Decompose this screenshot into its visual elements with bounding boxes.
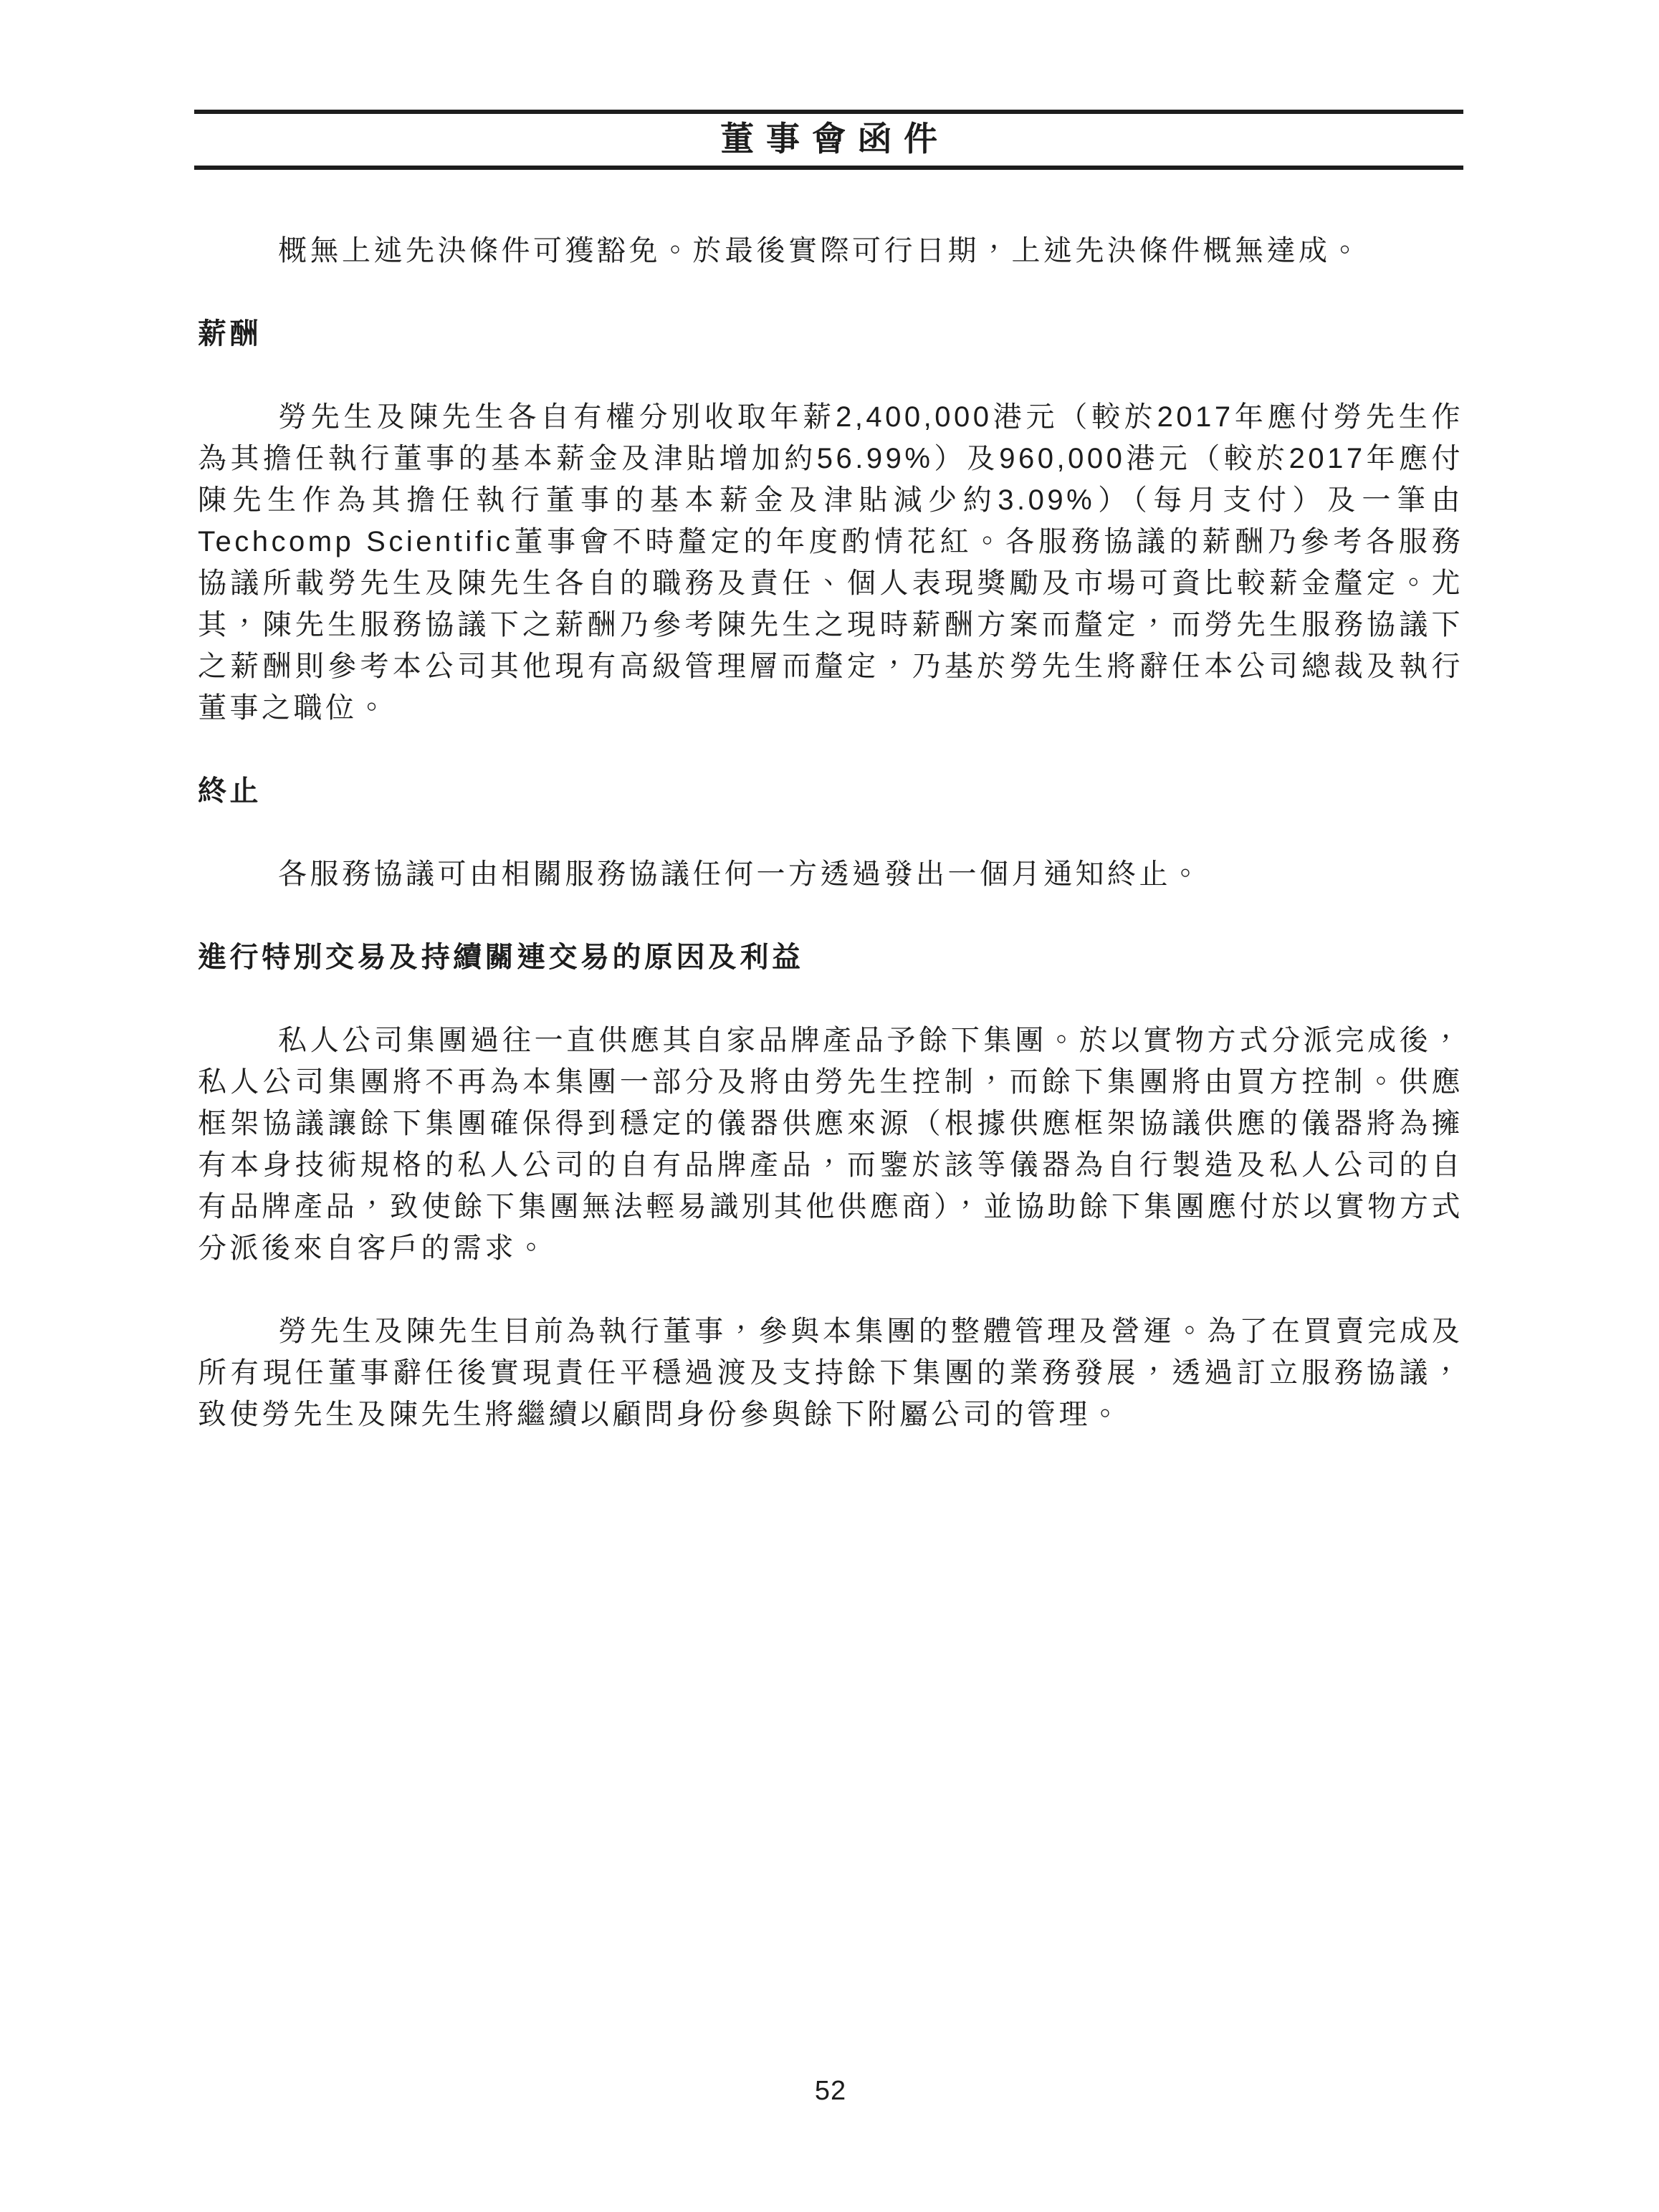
page-header-title: 董事會函件 — [720, 120, 950, 158]
paragraph-reasons-directors: 勞先生及陳先生目前為執行董事，參與本集團的整體管理及營運。為了在買賣完成及所有現任董事辭任後實現責任平穩過渡及支持餘下集團的業務發展，透過訂立服務協議，致使勞先生及陳先生將繼續以顧問身份參與餘下附屬公司的管理。 — [198, 1316, 1463, 1430]
page-number: 52 — [814, 2076, 847, 2106]
document-body — [198, 230, 1463, 1435]
header-rule-bottom — [194, 166, 1463, 170]
section-heading-remuneration: 薪酬 — [198, 318, 262, 350]
paragraph-conditions-not-fulfilled: 概無上述先決條件可獲豁免。於最後實際可行日期，上述先決條件概無達成。 — [278, 235, 1362, 267]
paragraph-reasons-supply: 私人公司集團過往一直供應其自家品牌產品予餘下集團。於以實物方式分派完成後，私人公司集團將不再為本集團一部分及將由勞先生控制，而餘下集團將由買方控制。供應框架協議讓餘下集團確保得到穩定的儀器供應來源（根據供應框架協議供應的儀器將為擁有本身技術規格的私人公司的自有品牌產品，而鑒於該等儀器為自行製造及私人公司的自有品牌產品，致使餘下集團無法輕易識別其他供應商），並協助餘下集團應付於以實物方式分派後來自客戶的需求。 — [198, 1025, 1463, 1264]
paragraph-termination: 各服務協議可由相關服務協議任何一方透過發出一個月通知終止。 — [278, 858, 1203, 890]
paragraph-remuneration: 勞先生及陳先生各自有權分別收取年薪2,400,000港元（較於2017年應付勞先生作為其擔任執行董事的基本薪金及津貼增加約56.99%）及960,000港元（較於2017年應付陳先生作為其擔任執行董事的基本薪金及津貼減少約3.09%）（每月支付）及一筆由Techcomp Scientific董事會不時釐定的年度酌情花紅。各服務協議的薪酬乃參考各服務協議所載勞先生及陳先生各自的職務及責任、個人表現獎勵及市場可資比較薪金釐定。尤其，陳先生服務協議下之薪酬乃參考陳先生之現時薪酬方案而釐定，而勞先生服務協議下之薪酬則參考本公司其他現有高級管理層而釐定，乃基於勞先生將辭任本公司總裁及執行董事之職位。 — [198, 401, 1463, 724]
section-heading-reasons-and-benefits: 進行特別交易及持續關連交易的原因及利益 — [198, 942, 804, 973]
section-heading-termination: 終止 — [198, 775, 262, 807]
header-rule-top — [194, 110, 1463, 114]
